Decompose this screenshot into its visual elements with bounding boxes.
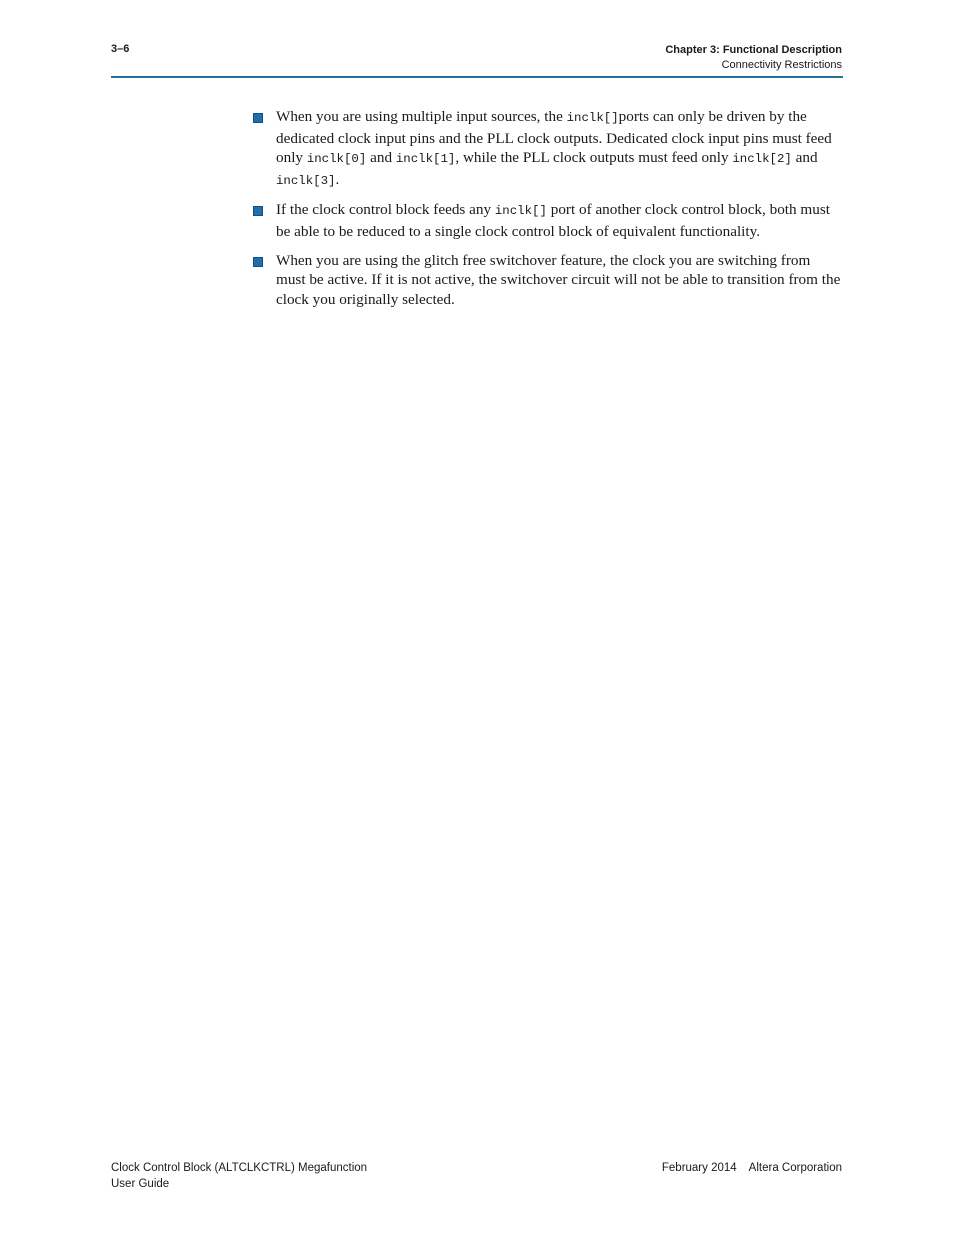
- code-inclk-1: inclk[1]: [395, 152, 456, 167]
- code-inclk: inclk[]: [566, 111, 619, 125]
- company-name: Altera Corporation: [748, 1162, 842, 1174]
- section-title: Connectivity Restrictions: [721, 59, 842, 71]
- publication-date: February 2014: [661, 1162, 737, 1174]
- document-title: Clock Control Block (ALTCLKCTRL) Megafunction: [111, 1162, 368, 1174]
- document-subtitle: User Guide: [111, 1178, 170, 1190]
- text-run: and: [791, 149, 818, 167]
- square-bullet-icon: [253, 257, 263, 267]
- code-inclk-2: inclk[2]: [732, 152, 792, 167]
- chapter-title: Chapter 3: Functional Description: [665, 44, 842, 56]
- code-inclk-3: inclk[3]: [276, 173, 336, 188]
- bullet-text: [276, 107, 843, 191]
- list-item: [253, 251, 843, 310]
- page-number: 3–6: [111, 43, 130, 55]
- footer-publisher: [662, 1160, 842, 1176]
- text-run: When you are using the glitch free switchover feature, the clock you are switching from must be active. If it is not active, the switchover circuit will not be able to transition from the clock you originally selected.: [276, 251, 841, 308]
- header-rule: [111, 76, 843, 78]
- running-header: [665, 43, 842, 73]
- square-bullet-icon: [253, 206, 263, 216]
- code-inclk: inclk[]: [494, 204, 547, 219]
- text-run: ports can only be driven by the dedicated clock input pins and the PLL clock outputs. Dedicated clock input pins must feed only: [276, 108, 832, 167]
- footer-doc-title: [111, 1160, 367, 1192]
- code-inclk-0: inclk[0]: [306, 152, 367, 167]
- text-run: , while the PLL clock outputs must feed only: [455, 149, 733, 167]
- text-run: port of another clock control block, both must be able to be reduced to a single clock control block of equivalent functionality.: [276, 201, 830, 240]
- bullet-text: [276, 200, 843, 241]
- text-run: and: [366, 149, 396, 167]
- square-bullet-icon: [253, 113, 263, 123]
- bullet-text: [276, 251, 843, 310]
- list-item: [253, 107, 843, 191]
- text-run: .: [335, 170, 340, 188]
- text-run: When you are using multiple input sources, the: [276, 108, 567, 125]
- bullet-list: [253, 107, 843, 318]
- text-run: If the clock control block feeds any: [276, 201, 495, 219]
- list-item: [253, 200, 843, 241]
